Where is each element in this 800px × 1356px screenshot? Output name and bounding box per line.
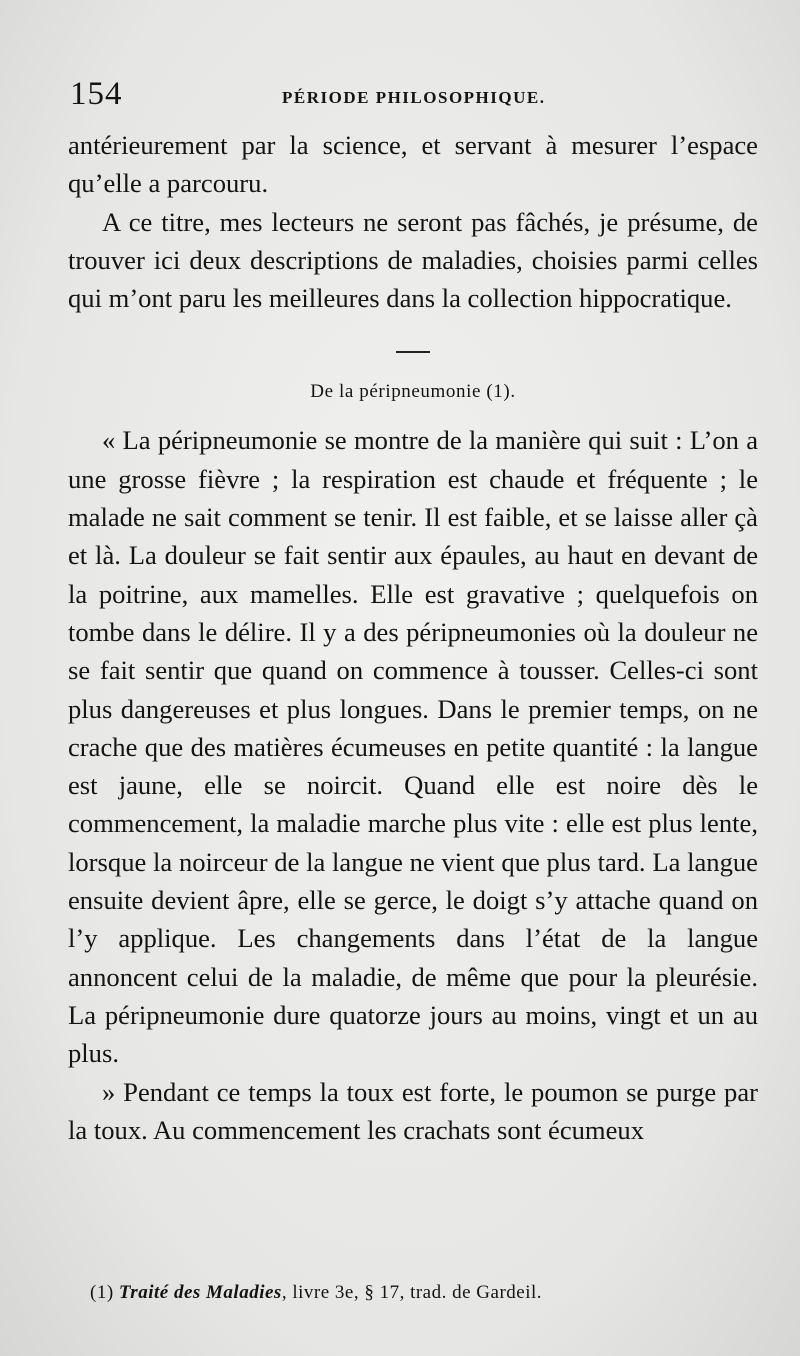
paragraph-continued: » Pendant ce temps la toux est forte, le poumon se purge par la toux. Au commencement les crachats sont écumeux (68, 1076, 758, 1145)
paragraph-continuation: antérieurement par la science, et servant à mesurer l’espace qu’elle a parcouru. (68, 130, 758, 199)
section-title: De la péripneumonie (1). (310, 381, 516, 403)
footnote (90, 1280, 770, 1306)
footnote-title: Traité des Maladies (118, 1282, 282, 1303)
footnote-marker: (1) (90, 1282, 114, 1303)
footnote-text: , livre 3e, § 17, trad. de Gardeil. (281, 1282, 543, 1303)
paragraph-description: « La péripneumonie se montre de la manière qui suit : L’on a une grosse fièvre ; la respiration est chaude et fréquente ; le malade ne sait comment se tenir. Il est faible, et se laisse aller çà et là. La douleur se fait sentir aux épaules, au haut en devant de la poitrine, aux mamelles. Elle est gravative ; quelquefois on tombe dans le délire. Il y a des péripneumonies où la douleur ne se fait sentir que quand on commence à tousser. Celles-ci sont plus dangereuses et plus longues. Dans le premier temps, on ne crache que des matières écumeuses en petite quantité : la langue est jaune, elle se noircit. Quand elle est noire dès le commencement, la maladie marche plus vite : elle est plus lente, lorsque la noirceur de la langue ne vient que plus tard. La langue ensuite devient âpre, elle se gerce, le doigt s’y attache quand on l’y applique. Les changements dans l’état de la langue annoncent celui de la maladie, de même que pour la pleurésie. La péripneumonie dure quatorze jours au moins, vingt et un au plus. (68, 425, 758, 1069)
paragraph-introduction: A ce titre, mes lecteurs ne seront pas fâchés, je présume, de trouver ici deux descriptions de maladies, choisies parmi celles qui m’ont paru les meilleures dans la collection hippocratique. (68, 206, 758, 314)
body-text (68, 126, 758, 1149)
running-head: PÉRIODE PHILOSOPHIQUE. (282, 88, 546, 107)
section-divider (396, 351, 430, 353)
page-header (70, 72, 760, 122)
page-number: 154 (70, 76, 123, 112)
